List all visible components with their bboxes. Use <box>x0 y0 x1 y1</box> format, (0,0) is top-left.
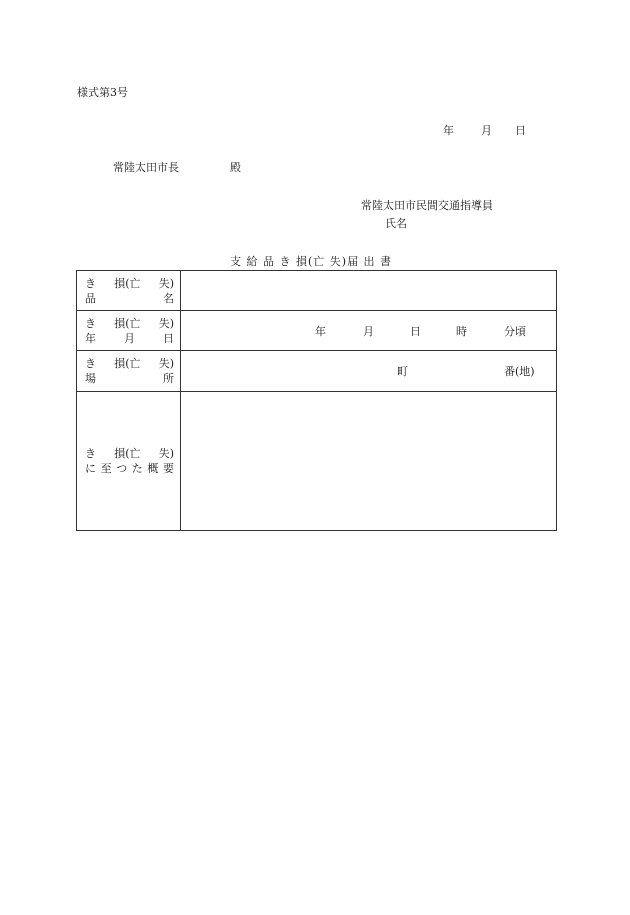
datetime-value-row <box>181 311 556 350</box>
table-row-summary <box>77 392 557 531</box>
label-line <box>77 356 180 371</box>
datetime-year-label: 年 <box>315 324 326 338</box>
place-town-label: 町 <box>397 365 408 378</box>
document-title: 支 給 品 き 損(亡 失)届 出 書 <box>230 255 393 268</box>
label-text: に <box>85 462 96 475</box>
place-value-cell[interactable] <box>181 351 557 392</box>
label-line <box>77 461 180 476</box>
date-day-label: 日 <box>515 124 526 137</box>
place-value-row <box>181 351 556 391</box>
addressee-honorific: 殿 <box>230 161 241 174</box>
label-text: 失) <box>158 447 174 460</box>
label-text: 失) <box>158 316 174 330</box>
label-text: 損(亡 <box>114 276 141 290</box>
label-text: た <box>131 462 143 475</box>
label-text: き <box>85 447 96 460</box>
label-text: 名 <box>163 291 174 305</box>
label-line <box>77 291 180 306</box>
datetime-month-label: 月 <box>363 324 374 338</box>
label-line <box>77 276 180 291</box>
applicant-title: 常陸太田市民間交通指導員 <box>361 199 493 212</box>
label-text: 至 <box>100 462 112 475</box>
table-row-place <box>77 351 557 392</box>
label-text: 損(亡 <box>114 316 141 330</box>
table-row-datetime <box>77 311 557 351</box>
label-text: 場 <box>85 372 96 385</box>
date-year-label: 年 <box>443 124 454 137</box>
label-text: 失) <box>158 357 174 370</box>
label-text: き <box>85 316 96 330</box>
label-text: 年 <box>85 331 96 345</box>
datetime-value-cell[interactable] <box>181 311 557 351</box>
datetime-day-label: 日 <box>410 324 421 338</box>
datetime-label-cell <box>77 311 181 351</box>
label-text: 日 <box>163 331 174 345</box>
place-lot-label: 番(地) <box>504 365 535 378</box>
label-text: 損(亡 <box>114 447 141 460</box>
item-name-label-cell <box>77 271 181 311</box>
label-text: 失) <box>158 276 174 290</box>
place-label-cell <box>77 351 181 392</box>
label-text: 要 <box>162 462 174 475</box>
label-text: 品 <box>85 291 96 305</box>
datetime-minute-label: 分頃 <box>504 324 526 338</box>
label-text: 所 <box>163 372 174 385</box>
label-text: き <box>85 276 96 290</box>
applicant-name-label: 氏名 <box>385 217 407 230</box>
summary-value-cell[interactable] <box>181 392 557 531</box>
label-line <box>77 446 180 461</box>
label-text: 概 <box>147 462 159 475</box>
table-row-item-name <box>77 271 557 311</box>
date-month-label: 月 <box>481 124 492 137</box>
label-text: つ <box>116 462 128 475</box>
summary-label-cell <box>77 392 181 531</box>
form-number: 様式第3号 <box>77 86 128 99</box>
item-name-value-cell[interactable] <box>181 271 557 311</box>
label-text: 月 <box>124 331 135 345</box>
label-line <box>77 371 180 386</box>
label-text: 損(亡 <box>114 357 141 370</box>
report-form-table <box>76 270 557 531</box>
label-line <box>77 316 180 331</box>
label-line <box>77 331 180 346</box>
label-text: き <box>85 357 96 370</box>
datetime-hour-label: 時 <box>456 324 467 338</box>
addressee-name: 常陸太田市長 <box>113 161 179 174</box>
